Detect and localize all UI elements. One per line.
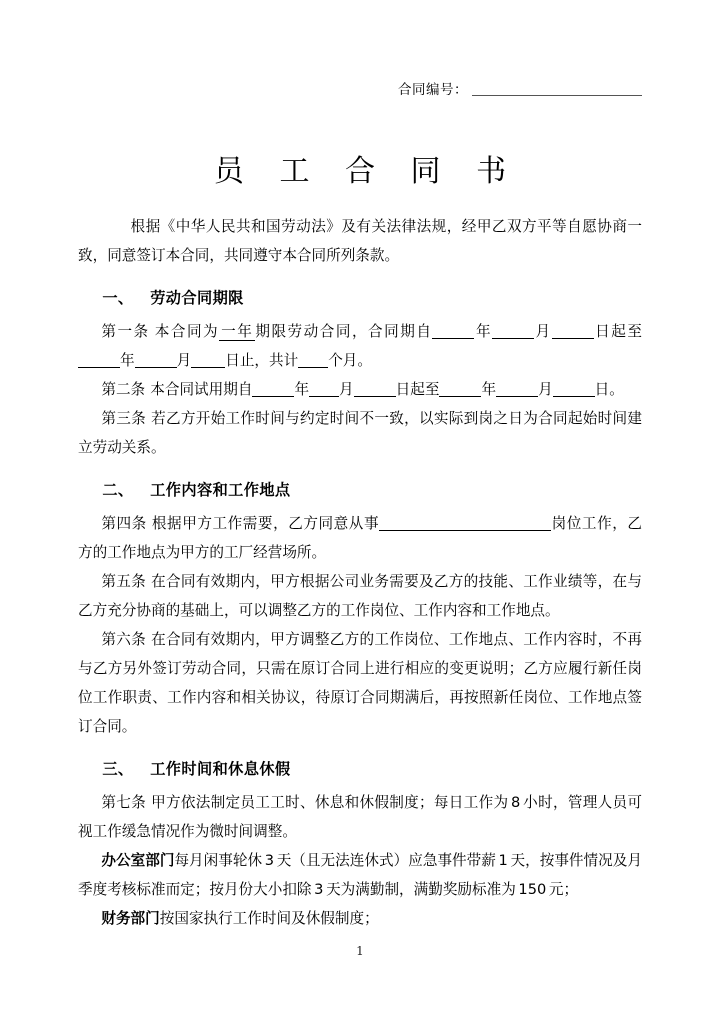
office-dept-deduct-days: 3 xyxy=(314,881,324,898)
article-1-total-months-blank[interactable] xyxy=(298,352,328,368)
article-1-text-f: 年 xyxy=(120,352,135,369)
article-2-text-e: 年 xyxy=(481,381,497,398)
office-dept-text-e: 元； xyxy=(548,881,579,898)
article-1-end-month-blank[interactable] xyxy=(135,352,177,368)
section-title-2: 工作内容和工作地点 xyxy=(150,481,291,499)
article-2-start-month-blank[interactable] xyxy=(309,381,339,397)
article-1-start-month-blank[interactable] xyxy=(492,323,534,339)
article-1-text-a: 本合同为 xyxy=(154,323,220,340)
section-heading-2 xyxy=(78,476,642,505)
article-4-text-a: 根据甲方工作需要，乙方同意从事 xyxy=(151,515,380,532)
article-1-text-e: 日起至 xyxy=(593,323,642,340)
article-1-text-c: 年 xyxy=(474,323,493,340)
article-1-text-g: 月 xyxy=(176,352,192,369)
office-dept-attendance-bonus: 150 xyxy=(518,881,547,898)
article-2-start-day-blank[interactable] xyxy=(354,381,396,397)
office-dept-rest-days: 3 xyxy=(264,852,275,869)
article-2-end-year-blank[interactable] xyxy=(439,381,481,397)
article-5-text: 在合同有效期内，甲方根据公司业务需要及乙方的技能、工作业绩等，在与乙方充分协商的基础上，可以调整乙方的工作岗位、工作内容和工作地点。 xyxy=(78,573,642,619)
page-title: 员 工 合 同 书 xyxy=(213,154,520,189)
section-number-2: 二、 xyxy=(102,481,134,499)
office-department-paragraph xyxy=(78,846,642,904)
article-4-text-b: 岗位工作，乙方的工作地点为甲方的工厂经营场所。 xyxy=(78,515,642,561)
section-heading-3 xyxy=(78,755,642,784)
article-7 xyxy=(78,788,642,846)
article-3-text: 若乙方开始工作时间与约定时间不一致，以实际到岗之日为合同起始时间建立劳动关系。 xyxy=(78,410,642,456)
section-number-3: 三、 xyxy=(102,760,134,778)
article-2-number: 第二条 xyxy=(101,381,146,398)
article-5-number: 第五条 xyxy=(101,573,147,590)
article-2-end-day-blank[interactable] xyxy=(553,381,595,397)
article-6 xyxy=(78,625,642,741)
document-body xyxy=(78,0,642,933)
article-2-text-a: 本合同试用期自 xyxy=(150,381,253,398)
article-7-daily-hours: 8 xyxy=(510,794,521,811)
article-7-number: 第七条 xyxy=(101,794,147,811)
article-2-text-d: 日起至 xyxy=(395,381,440,398)
article-3 xyxy=(78,404,642,462)
office-dept-paid-emergency-days: 1 xyxy=(498,852,508,869)
intro-paragraph: 根据《中华人民共和国劳动法》及有关法律法规，经甲乙双方平等自愿协商一致，同意签订本合同，共同遵守本合同所列条款。 xyxy=(78,218,642,264)
article-2-start-year-blank[interactable] xyxy=(252,381,294,397)
article-1-start-year-blank[interactable] xyxy=(432,323,474,339)
office-dept-text-c: 天，按事件情况及月季度考核标准而定；按月份大小扣除 xyxy=(78,852,642,898)
article-1 xyxy=(78,317,642,375)
article-6-text: 在合同有效期内，甲方调整乙方的工作岗位、工作地点、工作内容时，不再与乙方另外签订劳动合同，只需在原订合同上进行相应的变更说明；乙方应履行新任岗位工作职责、工作内容和相关协议，待原订合同期满后，再按照新任岗位、工作地点签订合同。 xyxy=(78,631,642,735)
article-1-end-year-blank[interactable] xyxy=(78,352,120,368)
office-dept-text-d: 天为满勤制，满勤奖励标准为 xyxy=(326,881,516,898)
article-7-text-b: 小时，管理人员可视工作缓急情况作为微时间调整。 xyxy=(78,794,642,840)
article-1-number: 第一条 xyxy=(101,323,150,340)
finance-dept-text: 按国家执行工作时间及休假制度； xyxy=(159,910,379,927)
office-dept-text-a: 每月闲事轮休 xyxy=(174,852,263,869)
contract-number-line xyxy=(78,80,642,100)
article-4-number: 第四条 xyxy=(101,515,147,532)
article-6-number: 第六条 xyxy=(101,631,147,648)
article-2-text-b: 年 xyxy=(294,381,310,398)
article-4-position-blank[interactable] xyxy=(379,515,551,531)
article-2-text-g: 日。 xyxy=(594,381,624,398)
article-1-term-value[interactable]: 一年 xyxy=(221,323,254,340)
section-heading-1 xyxy=(78,284,642,313)
section-number-1: 一、 xyxy=(102,289,134,307)
page-number: 1 xyxy=(356,944,364,958)
article-5 xyxy=(78,567,642,625)
office-dept-text-b: 天（且无法连休式）应急事件带薪 xyxy=(276,852,496,869)
contract-number-blank[interactable] xyxy=(472,95,642,96)
office-department-label: 办公室部门 xyxy=(101,852,175,869)
article-2 xyxy=(78,375,642,404)
section-title-3: 工作时间和休息休假 xyxy=(150,760,291,778)
finance-department-label: 财务部门 xyxy=(101,910,160,927)
article-2-text-f: 月 xyxy=(538,381,553,398)
section-title-1: 劳动合同期限 xyxy=(150,289,244,307)
article-1-end-day-blank[interactable] xyxy=(191,352,225,368)
article-1-text-h: 日止，共计 xyxy=(225,352,299,369)
article-2-text-c: 月 xyxy=(339,381,354,398)
article-2-end-month-blank[interactable] xyxy=(496,381,538,397)
article-1-text-d: 月 xyxy=(534,323,552,340)
finance-department-paragraph xyxy=(78,904,642,933)
article-3-number: 第三条 xyxy=(101,410,147,427)
contract-number-label: 合同编号： xyxy=(398,82,468,98)
article-7-text-a: 甲方依法制定员工工时、休息和休假制度；每日工作为 xyxy=(151,794,509,811)
article-1-start-day-blank[interactable] xyxy=(552,323,594,339)
article-1-text-i: 个月。 xyxy=(328,352,372,369)
article-1-text-b: 期限劳动合同，合同期自 xyxy=(255,323,433,340)
article-4 xyxy=(78,509,642,567)
